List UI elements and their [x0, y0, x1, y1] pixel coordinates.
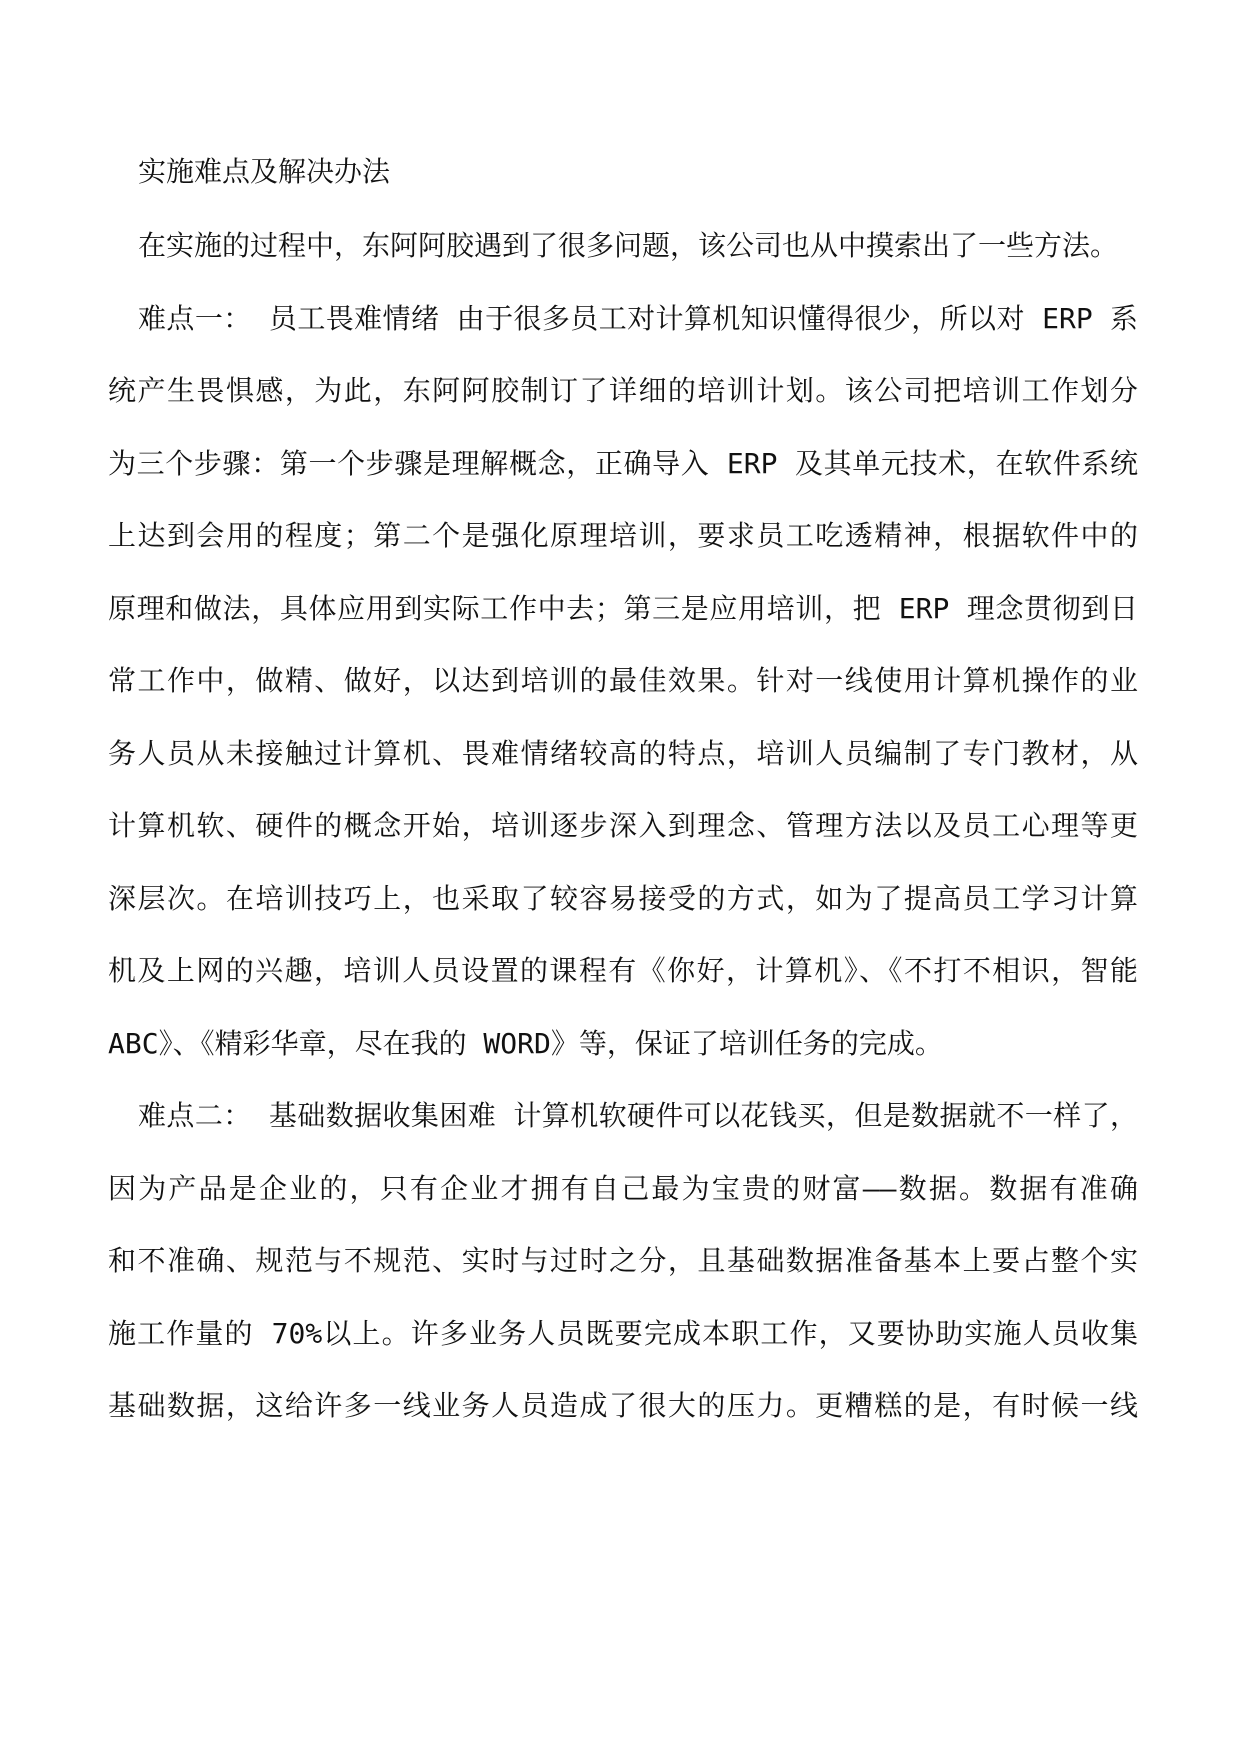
paragraph-difficulty-1-line: 机及上网的兴趣，培训人员设置的课程有《你好，计算机》、《不打不相识，智能: [108, 954, 1138, 987]
section-heading: 实施难点及解决办法: [138, 155, 391, 188]
paragraph-difficulty-2-line: 和不准确、规范与不规范、实时与过时之分，且基础数据准备基本上要占整个实: [108, 1244, 1138, 1277]
paragraph-difficulty-1-line: 深层次。在培训技巧上，也采取了较容易接受的方式，如为了提高员工学习计算: [108, 882, 1138, 915]
paragraph-difficulty-1-line: ABC》、《精彩华章，尽在我的 WORD》等，保证了培训任务的完成。: [108, 1027, 943, 1060]
paragraph-difficulty-1-line: 统产生畏惧感，为此，东阿阿胶制订了详细的培训计划。该公司把培训工作划分: [108, 374, 1138, 407]
paragraph-difficulty-1-line: 为三个步骤：第一个步骤是理解概念，正确导入 ERP 及其单元技术，在软件系统: [108, 447, 1138, 480]
paragraph-difficulty-1-line: 难点一： 员工畏难情绪 由于很多员工对计算机知识懂得很少，所以对 ERP 系: [138, 302, 1138, 335]
paragraph-difficulty-1-line: 计算机软、硬件的概念开始，培训逐步深入到理念、管理方法以及员工心理等更: [108, 809, 1138, 842]
paragraph-difficulty-1-line: 常工作中，做精、做好，以达到培训的最佳效果。针对一线使用计算机操作的业: [108, 664, 1138, 697]
paragraph-difficulty-2-line: 因为产品是企业的，只有企业才拥有自己最为宝贵的财富——数据。数据有准确: [108, 1172, 1138, 1205]
paragraph-difficulty-1-line: 务人员从未接触过计算机、畏难情绪较高的特点，培训人员编制了专门教材，从: [108, 737, 1138, 770]
paragraph-difficulty-2-line: 基础数据，这给许多一线业务人员造成了很大的压力。更糟糕的是，有时候一线: [108, 1389, 1138, 1422]
paragraph-difficulty-1-line: 原理和做法，具体应用到实际工作中去；第三是应用培训，把 ERP 理念贯彻到日: [108, 592, 1138, 625]
paragraph-difficulty-2-line: 难点二： 基础数据收集困难 计算机软硬件可以花钱买，但是数据就不一样了，: [138, 1099, 1138, 1132]
paragraph-difficulty-1-line: 上达到会用的程度；第二个是强化原理培训，要求员工吃透精神，根据软件中的: [108, 519, 1138, 552]
paragraph-intro: 在实施的过程中，东阿阿胶遇到了很多问题，该公司也从中摸索出了一些方法。: [138, 229, 1119, 262]
paragraph-difficulty-2-line: 施工作量的 70%以上。许多业务人员既要完成本职工作，又要协助实施人员收集: [108, 1317, 1138, 1350]
